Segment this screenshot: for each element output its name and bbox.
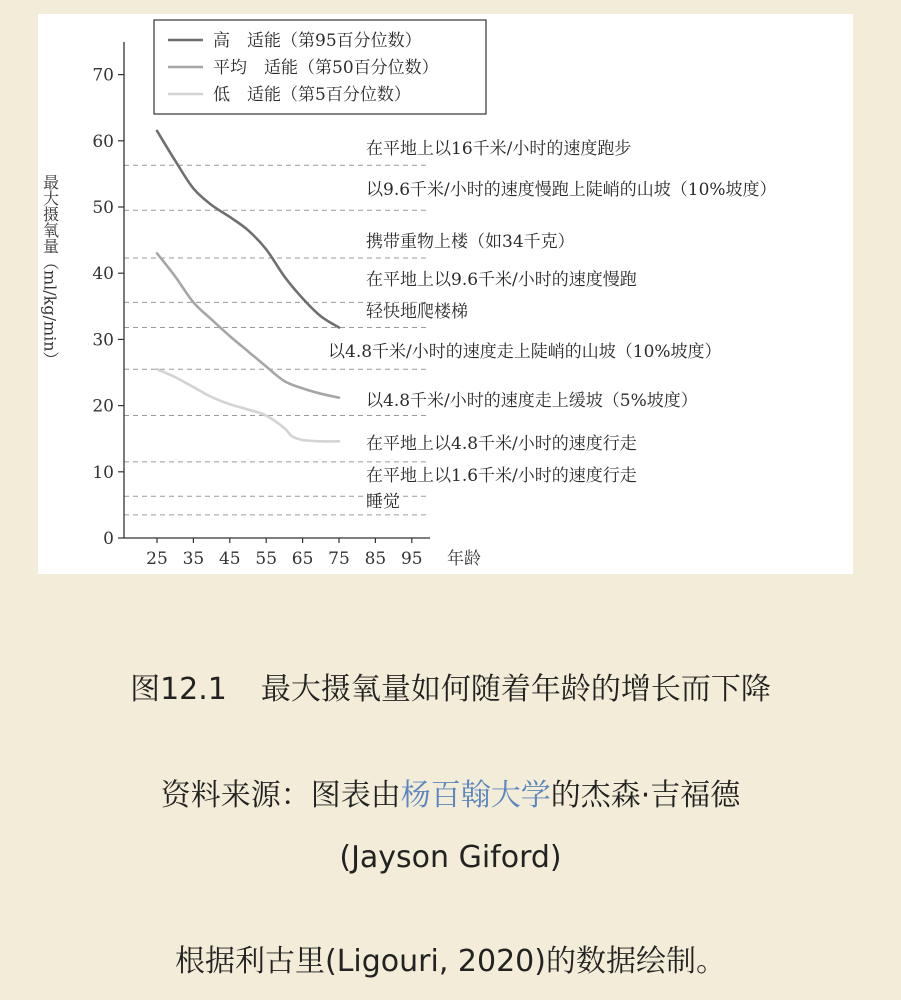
- source-line: [0, 770, 901, 814]
- figure-title: 最大摄氧量如何随着年龄的增长而下降: [260, 672, 771, 707]
- chart-panel: [38, 14, 853, 574]
- x-tick-label: 35: [182, 549, 205, 569]
- x-axis-label: 年龄: [447, 549, 481, 569]
- legend-average-fitness: 平均 适能（第50百分位数）: [213, 58, 439, 78]
- x-tick-label: 45: [218, 549, 241, 569]
- reference-label: 在平地上以4.8千米/小时的速度行走: [366, 434, 637, 454]
- y-tick-label: 40: [92, 264, 114, 285]
- y-tick-label: 10: [92, 462, 114, 483]
- reference-label: 携带重物上楼（如34千克）: [366, 232, 575, 252]
- source-name-en: (Jayson Giford): [339, 840, 562, 875]
- reference-label: 以4.8千米/小时的速度走上陡峭的山坡（10%坡度）: [328, 342, 722, 362]
- reference-label: 在平地上以16千米/小时的速度跑步: [366, 139, 632, 159]
- x-tick-label: 95: [400, 549, 423, 569]
- source-data-credit: 根据利古里(Ligouri, 2020)的数据绘制。: [175, 944, 726, 979]
- y-tick-label: 30: [92, 330, 114, 351]
- source-link-byu[interactable]: 杨百翰大学: [400, 778, 551, 813]
- low-fitness-line: [157, 369, 339, 441]
- y-tick-label: 20: [92, 396, 114, 417]
- x-tick-label: 85: [364, 549, 387, 569]
- source-prefix: 资料来源：图表由: [160, 778, 401, 813]
- x-tick-label: 25: [146, 549, 168, 569]
- legend-high-fitness: 高 适能（第95百分位数）: [213, 31, 422, 51]
- figure-number: 图12.1: [130, 672, 227, 707]
- y-tick-label: 50: [92, 198, 114, 218]
- reference-label: 轻快地爬楼梯: [366, 302, 468, 322]
- legend-low-fitness: 低 适能（第5百分位数）: [213, 85, 411, 105]
- reference-label: 以9.6千米/小时的速度慢跑上陡峭的山坡（10%坡度）: [366, 180, 777, 200]
- reference-label: 睡觉: [366, 492, 400, 512]
- y-tick-label: 0: [103, 529, 114, 549]
- x-tick-label: 55: [255, 549, 278, 569]
- average-fitness-line: [157, 253, 339, 397]
- figure-caption: [0, 664, 901, 708]
- y-tick-label: 70: [92, 65, 114, 86]
- y-axis-label: 最大摄氧量（ml/kg/min）: [40, 174, 60, 368]
- x-tick-label: 65: [291, 549, 314, 569]
- high-fitness-line: [157, 131, 339, 328]
- reference-label: 在平地上以1.6千米/小时的速度行走: [366, 466, 637, 486]
- y-tick-label: 60: [92, 131, 114, 152]
- x-tick-label: 75: [328, 549, 350, 569]
- reference-label: 以4.8千米/小时的速度走上缓坡（5%坡度）: [366, 391, 698, 411]
- reference-label: 在平地上以9.6千米/小时的速度慢跑: [366, 270, 637, 290]
- vo2max-chart: [38, 14, 853, 574]
- source-suffix: 的杰森·吉福德: [550, 778, 741, 813]
